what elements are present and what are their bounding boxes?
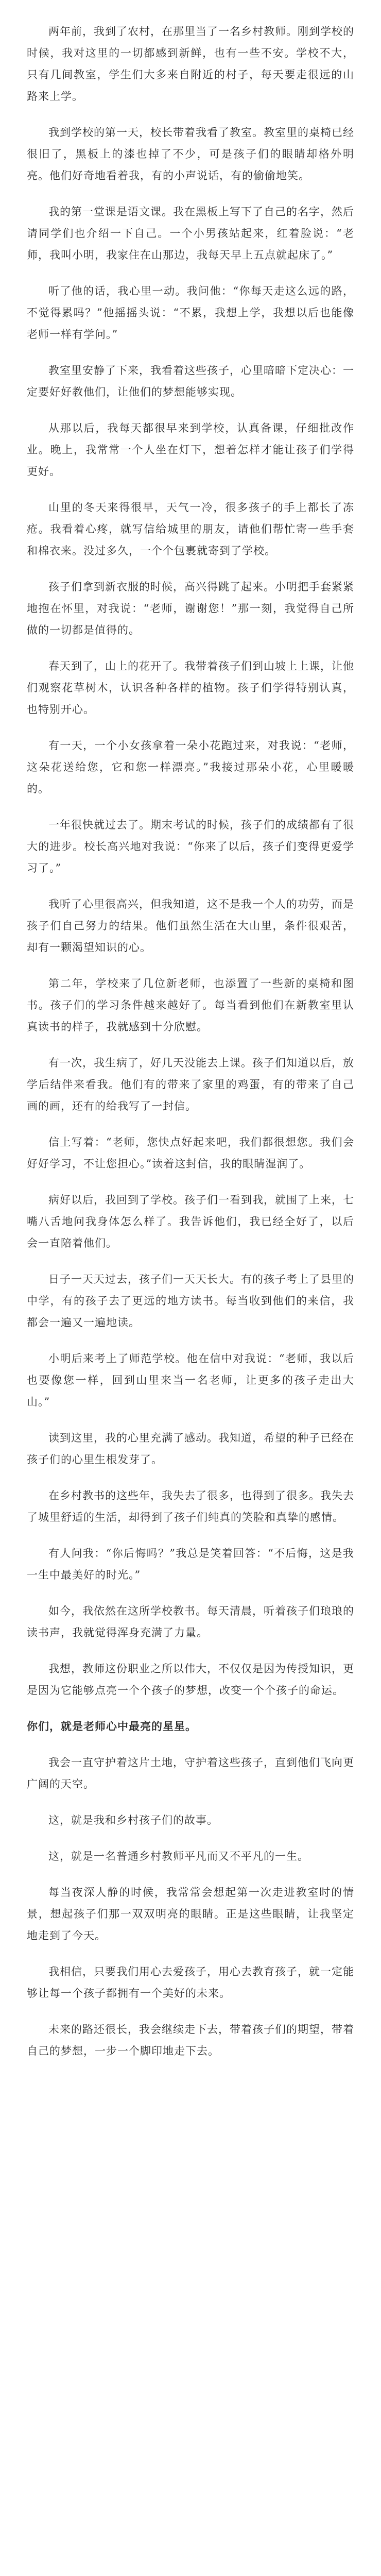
paragraph: 这，就是一名普通乡村教师平凡而又不平凡的一生。 <box>48 1850 309 1862</box>
paragraph: 在乡村教书的这些年，我失去了很多，也得到了很多。我失去了城里舒适的生活，却得到了孩子们纯真的笑脸和真挚的感情。 <box>27 1489 354 1523</box>
paragraph: 病好以后，我回到了学校。孩子们一看到我，就围了上来，七嘴八舌地问我身体怎么样了。我告诉他们，我已经全好了，以后会一直陪着他们。 <box>27 1194 354 1249</box>
paragraph: 有一天，一个小女孩拿着一朵小花跑过来，对我说：“老师，这朵花送给您，它和您一样漂亮。”我接过那朵小花，心里暖暖的。 <box>27 739 354 795</box>
paragraph: 我相信，只要我们用心去爱孩子，用心去教育孩子，就一定能够让每一个孩子都拥有一个美好的未来。 <box>27 1965 354 1999</box>
paragraph: 我到学校的第一天，校长带着我看了教室。教室里的桌椅已经很旧了，黑板上的漆也掉了不少，可是孩子们的眼睛却格外明亮。他们好奇地看着我，有的小声说话，有的偷偷地笑。 <box>27 126 354 182</box>
paragraph: 我的第一堂课是语文课。我在黑板上写下了自己的名字，然后请同学们也介绍一下自己。一个小男孩站起来，红着脸说：“老师，我叫小明，我家住在山那边，我每天早上五点就起床了。” <box>27 206 354 261</box>
paragraph: 日子一天天过去，孩子们一天天长大。有的孩子考上了县里的中学，有的孩子去了更远的地方读书。每当收到他们的来信，我都会一遍又一遍地读。 <box>27 1273 354 1329</box>
paragraph: 这，就是我和乡村孩子们的故事。 <box>48 1814 218 1826</box>
paragraph: 从那以后，我每天都很早来到学校，认真备课，仔细批改作业。晚上，我常常一个人坐在灯下，想着怎样才能让孩子们学得更好。 <box>27 422 354 478</box>
paragraph: 我听了心里很高兴，但我知道，这不是我一个人的功劳，而是孩子们自己努力的结果。他们虽然生活在大山里，条件很艰苦，却有一颗渴望知识的心。 <box>27 898 354 954</box>
paragraph: 两年前，我到了农村，在那里当了一名乡村教师。刚到学校的时候，我对这里的一切都感到新鲜，也有一些不安。学校不大，只有几间教室，学生们大多来自附近的村子，每天要走很远的山路来上学。 <box>27 25 354 103</box>
paragraph: 如今，我依然在这所学校教书。每天清晨，听着孩子们琅琅的读书声，我就觉得浑身充满了力量。 <box>27 1605 354 1639</box>
paragraph: 听了他的话，我心里一动。我问他：“你每天走这么远的路，不觉得累吗？”他摇摇头说：“不累，我想上学，我想以后也能像老师一样有学问。” <box>27 285 354 341</box>
paragraph: 有一次，我生病了，好几天没能去上课。孩子们知道以后，放学后结伴来看我。他们有的带来了家里的鸡蛋，有的带来了自己画的画，还有的给我写了一封信。 <box>27 1057 354 1112</box>
paragraph: 未来的路还很长，我会继续走下去，带着孩子们的期望，带着自己的梦想，一步一个脚印地走下去。 <box>27 2023 354 2057</box>
paragraph: 山里的冬天来得很早，天气一冷，很多孩子的手上都长了冻疮。我看着心疼，就写信给城里的朋友，请他们帮忙寄一些手套和棉衣来。没过多久，一个个包裹就寄到了学校。 <box>27 501 354 557</box>
section-heading: 你们，就是老师心中最亮的星星。 <box>27 1720 197 1733</box>
paragraph: 每当夜深人静的时候，我常常会想起第一次走进教室时的情景，想起孩子们那一双双明亮的眼睛。正是这些眼睛，让我坚定地走到了今天。 <box>27 1886 354 1942</box>
paragraph: 第二年，学校来了几位新老师，也添置了一些新的桌椅和图书。孩子们的学习条件越来越好了。每当看到他们在新教室里认真读书的样子，我就感到十分欣慰。 <box>27 977 354 1033</box>
paragraph: 我想，教师这份职业之所以伟大，不仅仅是因为传授知识，更是因为它能够点亮一个个孩子的梦想，改变一个个孩子的命运。 <box>27 1663 354 1697</box>
paragraph: 小明后来考上了师范学校。他在信中对我说：“老师，我以后也要像您一样，回到山里来当一名老师，让更多的孩子走出大山。” <box>27 1352 354 1408</box>
paragraph: 信上写着：“老师，您快点好起来吧，我们都很想您。我们会好好学习，不让您担心。”读着这封信，我的眼睛湿润了。 <box>27 1136 354 1170</box>
paragraph: 有人问我：“你后悔吗？”我总是笑着回答：“不后悔，这是我一生中最美好的时光。” <box>27 1547 354 1581</box>
paragraph: 我会一直守护着这片土地，守护着这些孩子，直到他们飞向更广阔的天空。 <box>27 1756 354 1790</box>
paragraph: 教室里安静了下来，我看着这些孩子，心里暗暗下定决心：一定要好好教他们，让他们的梦想能够实现。 <box>27 364 354 398</box>
paragraph: 读到这里，我的心里充满了感动。我知道，希望的种子已经在孩子们的心里生根发芽了。 <box>27 1432 354 1466</box>
paragraph: 孩子们拿到新衣服的时候，高兴得跳了起来。小明把手套紧紧地抱在怀里，对我说：“老师，谢谢您！”那一刻，我觉得自己所做的一切都是值得的。 <box>27 581 354 636</box>
paragraph: 一年很快就过去了。期末考试的时候，孩子们的成绩都有了很大的进步。校长高兴地对我说：“你来了以后，孩子们变得更爱学习了。” <box>27 819 354 874</box>
paragraph: 春天到了，山上的花开了。我带着孩子们到山坡上上课，让他们观察花草树木，认识各种各样的植物。孩子们学得特别认真，也特别开心。 <box>27 660 354 716</box>
